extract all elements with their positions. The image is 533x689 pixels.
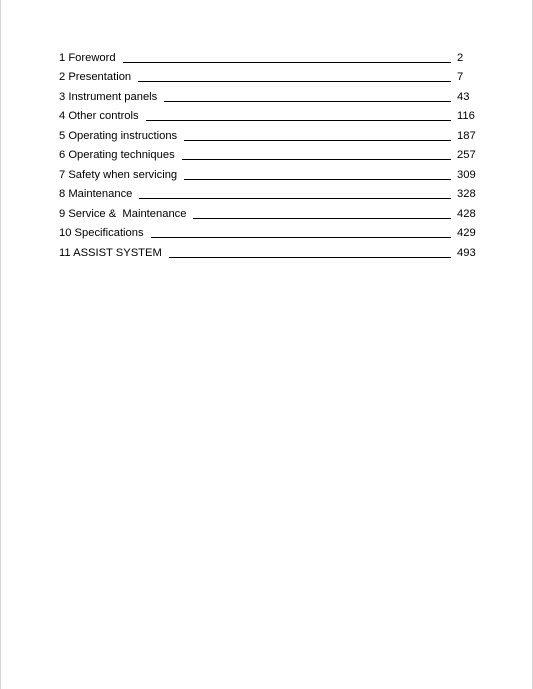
toc-entry[interactable] — [59, 163, 479, 183]
toc-entry-page: 428 — [457, 207, 476, 220]
toc-leader-line — [184, 140, 451, 141]
toc-entry[interactable] — [59, 222, 479, 242]
toc-entry-page: 429 — [457, 227, 476, 239]
toc-leader-line — [193, 218, 451, 219]
toc-entry[interactable] — [59, 85, 479, 105]
toc-entry-page: 328 — [457, 188, 476, 200]
toc-leader-line — [146, 120, 451, 121]
toc-entry-page: 309 — [457, 168, 476, 181]
toc-entry-title: 2 Presentation — [59, 71, 132, 83]
toc-entry-title: 7 Safety when servicing — [59, 168, 178, 181]
toc-entry-page: 493 — [457, 246, 476, 259]
toc-leader-line — [164, 101, 451, 102]
toc-entry-title: 9 Service & Maintenance — [59, 207, 187, 220]
toc-entry[interactable] — [59, 105, 479, 125]
toc-entry[interactable] — [59, 124, 479, 144]
table-of-contents — [59, 46, 479, 261]
toc-entry[interactable] — [59, 241, 479, 261]
toc-entry-page: 7 — [457, 71, 464, 83]
toc-entry-page: 187 — [457, 129, 476, 142]
toc-entry-title: 8 Maintenance — [59, 188, 133, 200]
toc-entry-page: 43 — [457, 90, 470, 103]
toc-leader-line — [151, 237, 451, 238]
toc-entry-title: 3 Instrument panels — [59, 90, 158, 103]
toc-entry-title: 5 Operating instructions — [59, 129, 178, 142]
toc-leader-line — [169, 257, 451, 258]
toc-entry[interactable] — [59, 46, 479, 66]
toc-entry[interactable] — [59, 183, 479, 203]
toc-entry-page: 2 — [457, 51, 464, 64]
toc-leader-line — [182, 159, 451, 160]
toc-leader-line — [184, 179, 451, 180]
toc-entry-title: 1 Foreword — [59, 51, 116, 64]
toc-leader-line — [139, 198, 451, 199]
toc-entry-title: 6 Operating techniques — [59, 149, 175, 161]
toc-entry[interactable] — [59, 202, 479, 222]
toc-entry-title: 4 Other controls — [59, 110, 139, 122]
toc-leader-line — [123, 62, 451, 63]
toc-leader-line — [138, 81, 451, 82]
toc-entry[interactable] — [59, 66, 479, 86]
toc-entry-page: 257 — [457, 149, 476, 161]
toc-entry-title: 10 Specifications — [59, 227, 144, 239]
toc-entry[interactable] — [59, 144, 479, 164]
toc-entry-page: 116 — [457, 110, 475, 122]
toc-entry-title: 11 ASSIST SYSTEM — [59, 246, 162, 259]
